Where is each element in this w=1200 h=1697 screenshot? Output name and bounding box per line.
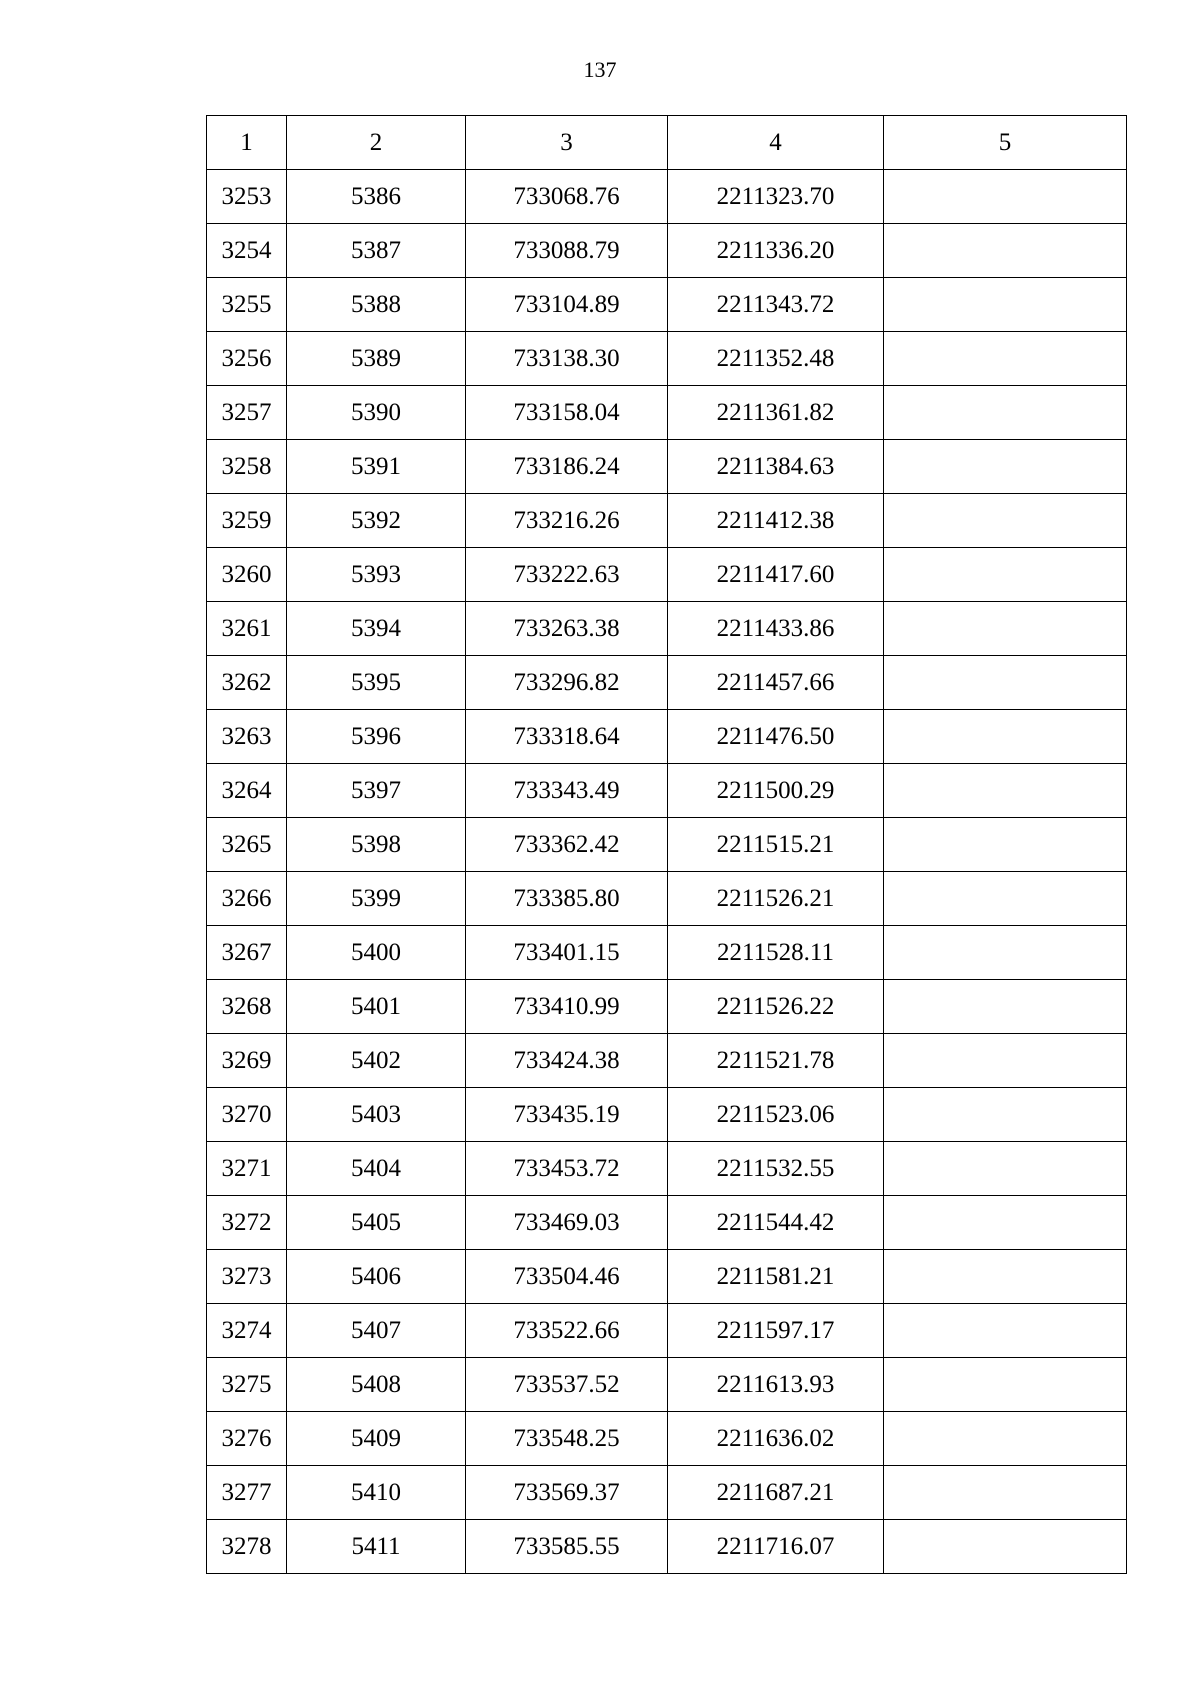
table-cell-col-5 xyxy=(884,386,1127,440)
table-cell-col-4: 2211457.66 xyxy=(668,656,884,710)
table-cell-col-5 xyxy=(884,1358,1127,1412)
table-header-row xyxy=(207,116,1127,170)
table-cell-col-4: 2211523.06 xyxy=(668,1088,884,1142)
column-header-4: 4 xyxy=(668,116,884,170)
table-cell-col-3: 733216.26 xyxy=(466,494,668,548)
table-cell-col-5 xyxy=(884,440,1127,494)
table-cell-col-5 xyxy=(884,1196,1127,1250)
table-cell-col-4: 2211528.11 xyxy=(668,926,884,980)
table-row xyxy=(207,170,1127,224)
table-cell-col-1: 3253 xyxy=(207,170,287,224)
table-cell-col-4: 2211716.07 xyxy=(668,1520,884,1574)
table-cell-col-3: 733263.38 xyxy=(466,602,668,656)
table-cell-col-3: 733138.30 xyxy=(466,332,668,386)
table-cell-col-2: 5403 xyxy=(287,1088,466,1142)
table-cell-col-1: 3278 xyxy=(207,1520,287,1574)
table-cell-col-1: 3271 xyxy=(207,1142,287,1196)
table-cell-col-2: 5395 xyxy=(287,656,466,710)
table-cell-col-2: 5404 xyxy=(287,1142,466,1196)
table-cell-col-4: 2211336.20 xyxy=(668,224,884,278)
table-cell-col-1: 3274 xyxy=(207,1304,287,1358)
table-cell-col-5 xyxy=(884,1520,1127,1574)
table-cell-col-2: 5387 xyxy=(287,224,466,278)
table-cell-col-1: 3258 xyxy=(207,440,287,494)
table-cell-col-4: 2211412.38 xyxy=(668,494,884,548)
table-cell-col-2: 5388 xyxy=(287,278,466,332)
table-cell-col-1: 3261 xyxy=(207,602,287,656)
column-header-5: 5 xyxy=(884,116,1127,170)
table-cell-col-5 xyxy=(884,494,1127,548)
table-cell-col-2: 5400 xyxy=(287,926,466,980)
table-row xyxy=(207,1088,1127,1142)
table-cell-col-5 xyxy=(884,602,1127,656)
table-row xyxy=(207,548,1127,602)
table-cell-col-3: 733318.64 xyxy=(466,710,668,764)
table-row xyxy=(207,224,1127,278)
table-cell-col-4: 2211597.17 xyxy=(668,1304,884,1358)
table-cell-col-2: 5394 xyxy=(287,602,466,656)
table-cell-col-3: 733385.80 xyxy=(466,872,668,926)
table-cell-col-5 xyxy=(884,1304,1127,1358)
table-cell-col-5 xyxy=(884,1466,1127,1520)
table-cell-col-5 xyxy=(884,1142,1127,1196)
table-cell-col-3: 733469.03 xyxy=(466,1196,668,1250)
table-cell-col-3: 733296.82 xyxy=(466,656,668,710)
table-cell-col-5 xyxy=(884,170,1127,224)
table-cell-col-2: 5411 xyxy=(287,1520,466,1574)
table-cell-col-4: 2211544.42 xyxy=(668,1196,884,1250)
table-cell-col-2: 5409 xyxy=(287,1412,466,1466)
table-cell-col-2: 5390 xyxy=(287,386,466,440)
table-cell-col-3: 733548.25 xyxy=(466,1412,668,1466)
table-cell-col-3: 733522.66 xyxy=(466,1304,668,1358)
table-cell-col-4: 2211433.86 xyxy=(668,602,884,656)
table-cell-col-1: 3256 xyxy=(207,332,287,386)
table-cell-col-1: 3254 xyxy=(207,224,287,278)
table-cell-col-5 xyxy=(884,656,1127,710)
table-row xyxy=(207,818,1127,872)
table-cell-col-2: 5399 xyxy=(287,872,466,926)
table-cell-col-5 xyxy=(884,1250,1127,1304)
table-cell-col-5 xyxy=(884,1088,1127,1142)
table-cell-col-1: 3268 xyxy=(207,980,287,1034)
table-cell-col-3: 733569.37 xyxy=(466,1466,668,1520)
table-cell-col-1: 3273 xyxy=(207,1250,287,1304)
table-cell-col-5 xyxy=(884,872,1127,926)
table-cell-col-4: 2211352.48 xyxy=(668,332,884,386)
table-cell-col-1: 3260 xyxy=(207,548,287,602)
table-row xyxy=(207,1250,1127,1304)
table-cell-col-4: 2211521.78 xyxy=(668,1034,884,1088)
table-row xyxy=(207,1466,1127,1520)
table-cell-col-1: 3266 xyxy=(207,872,287,926)
table-cell-col-2: 5406 xyxy=(287,1250,466,1304)
column-header-2: 2 xyxy=(287,116,466,170)
table-cell-col-2: 5391 xyxy=(287,440,466,494)
coordinates-table xyxy=(206,115,1127,1574)
table-cell-col-4: 2211323.70 xyxy=(668,170,884,224)
table-row xyxy=(207,872,1127,926)
table-cell-col-4: 2211343.72 xyxy=(668,278,884,332)
table-row xyxy=(207,1196,1127,1250)
table-cell-col-1: 3272 xyxy=(207,1196,287,1250)
column-header-1: 1 xyxy=(207,116,287,170)
table-cell-col-3: 733158.04 xyxy=(466,386,668,440)
table-cell-col-2: 5398 xyxy=(287,818,466,872)
table-cell-col-1: 3255 xyxy=(207,278,287,332)
table-cell-col-2: 5393 xyxy=(287,548,466,602)
table-cell-col-2: 5389 xyxy=(287,332,466,386)
table-cell-col-5 xyxy=(884,818,1127,872)
table-cell-col-5 xyxy=(884,332,1127,386)
table-row xyxy=(207,980,1127,1034)
column-header-3: 3 xyxy=(466,116,668,170)
table-cell-col-4: 2211613.93 xyxy=(668,1358,884,1412)
table-cell-col-1: 3262 xyxy=(207,656,287,710)
table-cell-col-2: 5401 xyxy=(287,980,466,1034)
table-cell-col-5 xyxy=(884,980,1127,1034)
table-cell-col-2: 5386 xyxy=(287,170,466,224)
table-cell-col-3: 733401.15 xyxy=(466,926,668,980)
table-row xyxy=(207,710,1127,764)
table-cell-col-3: 733222.63 xyxy=(466,548,668,602)
table-row xyxy=(207,1412,1127,1466)
table-cell-col-3: 733504.46 xyxy=(466,1250,668,1304)
table-cell-col-4: 2211687.21 xyxy=(668,1466,884,1520)
table-cell-col-4: 2211526.22 xyxy=(668,980,884,1034)
table-cell-col-1: 3277 xyxy=(207,1466,287,1520)
table-cell-col-4: 2211476.50 xyxy=(668,710,884,764)
table-body xyxy=(207,170,1127,1574)
table-cell-col-3: 733343.49 xyxy=(466,764,668,818)
table-cell-col-2: 5405 xyxy=(287,1196,466,1250)
table-cell-col-2: 5410 xyxy=(287,1466,466,1520)
table-row xyxy=(207,332,1127,386)
table-cell-col-5 xyxy=(884,548,1127,602)
table-cell-col-4: 2211532.55 xyxy=(668,1142,884,1196)
table-cell-col-3: 733453.72 xyxy=(466,1142,668,1196)
table-row xyxy=(207,1034,1127,1088)
table-row xyxy=(207,656,1127,710)
table-cell-col-3: 733537.52 xyxy=(466,1358,668,1412)
table-row xyxy=(207,602,1127,656)
table-cell-col-1: 3267 xyxy=(207,926,287,980)
table-row xyxy=(207,386,1127,440)
table-cell-col-4: 2211581.21 xyxy=(668,1250,884,1304)
table-cell-col-5 xyxy=(884,1412,1127,1466)
table-cell-col-1: 3269 xyxy=(207,1034,287,1088)
table-cell-col-3: 733088.79 xyxy=(466,224,668,278)
table-cell-col-1: 3276 xyxy=(207,1412,287,1466)
table-cell-col-3: 733068.76 xyxy=(466,170,668,224)
table-row xyxy=(207,1304,1127,1358)
table-cell-col-3: 733104.89 xyxy=(466,278,668,332)
table-cell-col-4: 2211417.60 xyxy=(668,548,884,602)
table-cell-col-5 xyxy=(884,1034,1127,1088)
table-cell-col-2: 5402 xyxy=(287,1034,466,1088)
table-cell-col-1: 3265 xyxy=(207,818,287,872)
table-cell-col-4: 2211384.63 xyxy=(668,440,884,494)
table-row xyxy=(207,494,1127,548)
table-cell-col-3: 733186.24 xyxy=(466,440,668,494)
table-cell-col-5 xyxy=(884,278,1127,332)
table-row xyxy=(207,278,1127,332)
table-row xyxy=(207,1520,1127,1574)
table-cell-col-1: 3275 xyxy=(207,1358,287,1412)
table-row xyxy=(207,764,1127,818)
table-cell-col-2: 5396 xyxy=(287,710,466,764)
table-cell-col-3: 733362.42 xyxy=(466,818,668,872)
table-row xyxy=(207,1358,1127,1412)
table-cell-col-2: 5392 xyxy=(287,494,466,548)
table-row xyxy=(207,1142,1127,1196)
table-cell-col-3: 733410.99 xyxy=(466,980,668,1034)
table-row xyxy=(207,926,1127,980)
table-cell-col-4: 2211526.21 xyxy=(668,872,884,926)
table-cell-col-4: 2211636.02 xyxy=(668,1412,884,1466)
table-cell-col-5 xyxy=(884,926,1127,980)
table-cell-col-2: 5407 xyxy=(287,1304,466,1358)
table-cell-col-1: 3270 xyxy=(207,1088,287,1142)
table-cell-col-1: 3259 xyxy=(207,494,287,548)
table-cell-col-5 xyxy=(884,764,1127,818)
table-cell-col-2: 5408 xyxy=(287,1358,466,1412)
table-cell-col-1: 3257 xyxy=(207,386,287,440)
table-row xyxy=(207,440,1127,494)
table-cell-col-5 xyxy=(884,710,1127,764)
table-cell-col-4: 2211500.29 xyxy=(668,764,884,818)
table-cell-col-4: 2211515.21 xyxy=(668,818,884,872)
table-cell-col-3: 733424.38 xyxy=(466,1034,668,1088)
table-cell-col-3: 733585.55 xyxy=(466,1520,668,1574)
table-cell-col-2: 5397 xyxy=(287,764,466,818)
table-cell-col-1: 3264 xyxy=(207,764,287,818)
table-cell-col-4: 2211361.82 xyxy=(668,386,884,440)
table-cell-col-3: 733435.19 xyxy=(466,1088,668,1142)
table-cell-col-5 xyxy=(884,224,1127,278)
table-cell-col-1: 3263 xyxy=(207,710,287,764)
page-number: 137 xyxy=(583,57,617,82)
